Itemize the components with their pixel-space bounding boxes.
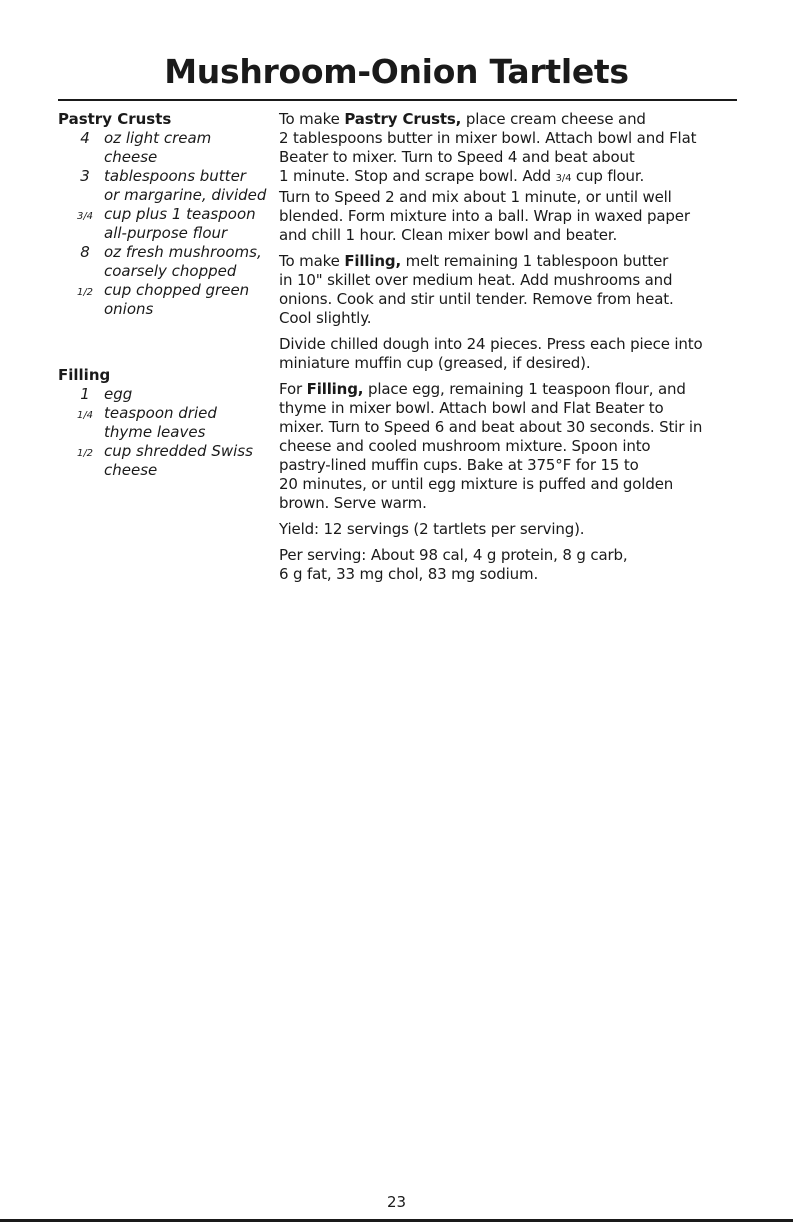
ingredient-line: all-purpose flour <box>104 224 228 242</box>
step-label: Pastry Crusts, <box>344 110 462 128</box>
ingredient-item <box>58 385 273 404</box>
direction-line: onions. Cook and stir until tender. Remove from heat. <box>279 290 674 308</box>
step-label: Filling, <box>306 380 364 398</box>
ingredient-line: cheese <box>104 461 158 479</box>
direction-text: place cream cheese and <box>461 110 646 128</box>
directions-bake <box>279 380 749 513</box>
ingredient-line: onions <box>104 300 154 318</box>
direction-text: 1 minute. Stop and scrape bowl. Add <box>279 167 556 185</box>
nutrition-line: 6 g fat, 33 mg chol, 83 mg sodium. <box>279 565 539 583</box>
ingredient-line: coarsely chopped <box>104 262 237 280</box>
pastry-heading: Pastry Crusts <box>58 110 172 128</box>
ingredient-item <box>58 404 273 442</box>
ingredient-line: cheese <box>104 148 158 166</box>
yield-text: Yield: 12 servings (2 tartlets per serving). <box>279 520 585 538</box>
ingredient-line: oz light cream <box>104 129 212 147</box>
direction-line: brown. Serve warm. <box>279 494 427 512</box>
direction-line: Turn to Speed 2 and mix about 1 minute, or until well <box>279 188 672 206</box>
ingredient-line: oz fresh mushrooms, <box>104 243 262 261</box>
direction-line: pastry-lined muffin cups. Bake at 375°F for 15 to <box>279 456 639 474</box>
ingredient-qty: 1 <box>80 385 90 403</box>
direction-line: mixer. Turn to Speed 6 and beat about 30 seconds. Stir in <box>279 418 703 436</box>
ingredient-qty: 3/4 <box>76 211 94 222</box>
nutrition-info <box>279 546 749 584</box>
direction-line: 2 tablespoons butter in mixer bowl. Attach bowl and Flat <box>279 129 697 147</box>
direction-line: Divide chilled dough into 24 pieces. Press each piece into <box>279 335 703 353</box>
ingredient-item <box>58 243 273 281</box>
filling-heading: Filling <box>58 366 111 384</box>
step-label: Filling, <box>344 252 402 270</box>
direction-text: To make <box>279 110 345 128</box>
section-gap <box>58 319 273 366</box>
direction-text: To make <box>279 252 345 270</box>
ingredient-item <box>58 442 273 480</box>
ingredient-line: cup plus 1 teaspoon <box>104 205 256 223</box>
ingredient-line: egg <box>104 385 133 403</box>
direction-line: cheese and cooled mushroom mixture. Spoon into <box>279 437 651 455</box>
direction-line: Cool slightly. <box>279 309 372 327</box>
ingredient-line: teaspoon dried <box>104 404 217 422</box>
ingredient-line: cup shredded Swiss <box>104 442 253 460</box>
ingredient-line: or margarine, divided <box>104 186 267 204</box>
directions-divide <box>279 335 749 373</box>
ingredient-item <box>58 129 273 167</box>
ingredient-qty: 1/2 <box>76 448 94 459</box>
direction-line: and chill 1 hour. Clean mixer bowl and beater. <box>279 226 618 244</box>
ingredient-qty: 8 <box>80 243 90 261</box>
ingredient-qty: 4 <box>80 129 90 147</box>
direction-text: For <box>279 380 307 398</box>
direction-line: thyme in mixer bowl. Attach bowl and Flat Beater to <box>279 399 664 417</box>
direction-line: blended. Form mixture into a ball. Wrap in waxed paper <box>279 207 690 225</box>
ingredient-line: tablespoons butter <box>104 167 246 185</box>
direction-text: cup flour. <box>571 167 645 185</box>
direction-line: miniature muffin cup (greased, if desired). <box>279 354 591 372</box>
direction-text: melt remaining 1 tablespoon butter <box>401 252 669 270</box>
directions-filling <box>279 252 749 328</box>
direction-line: in 10" skillet over medium heat. Add mushrooms and <box>279 271 673 289</box>
fraction: 3/4 <box>555 173 572 184</box>
ingredient-line: cup chopped green <box>104 281 250 299</box>
ingredient-item <box>58 281 273 319</box>
page-number: 23 <box>386 1193 407 1211</box>
directions-column <box>279 110 749 591</box>
directions-pastry <box>279 110 749 245</box>
ingredient-item <box>58 205 273 243</box>
direction-line: Beater to mixer. Turn to Speed 4 and beat about <box>279 148 635 166</box>
ingredient-qty: 3 <box>80 167 90 185</box>
ingredient-item <box>58 167 273 205</box>
ingredient-qty: 1/2 <box>76 287 94 298</box>
page-title: Mushroom-Onion Tartlets <box>164 52 629 91</box>
direction-line: 20 minutes, or until egg mixture is puffed and golden <box>279 475 674 493</box>
bottom-rule <box>0 1219 793 1222</box>
ingredients-column <box>58 110 273 480</box>
ingredient-line: thyme leaves <box>104 423 206 441</box>
nutrition-line: Per serving: About 98 cal, 4 g protein, 8 g carb, <box>279 546 628 564</box>
title-rule <box>58 99 737 101</box>
direction-text: place egg, remaining 1 teaspoon flour, and <box>363 380 686 398</box>
ingredient-qty: 1/4 <box>76 410 94 421</box>
